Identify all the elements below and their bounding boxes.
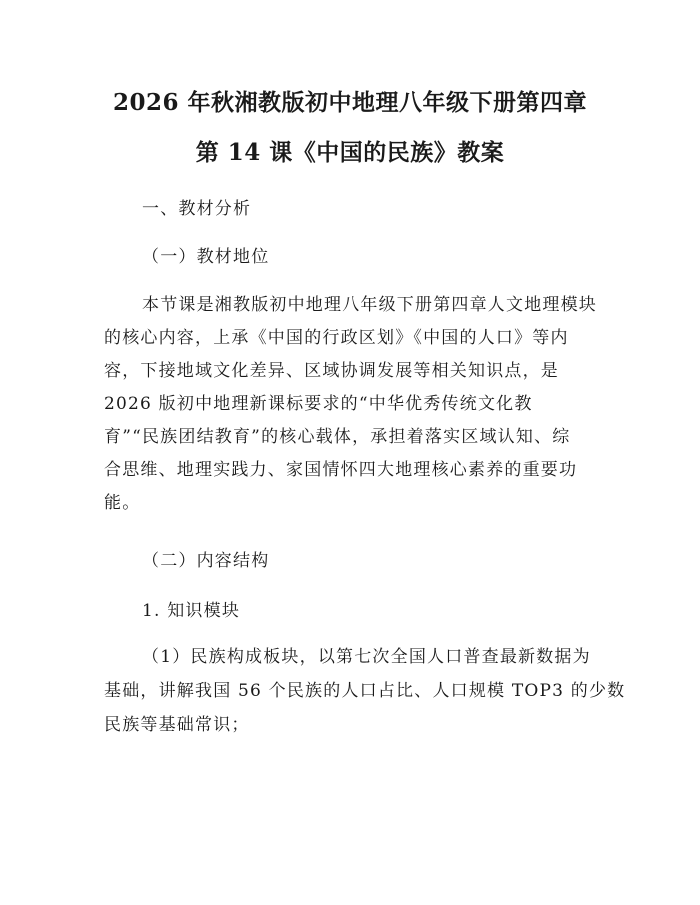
paragraph-line: 能。 <box>104 493 141 513</box>
section-heading-textbook-analysis: 一、教材分析 <box>142 199 252 219</box>
paragraph-line: 容，下接地域文化差异、区域协调发展等相关知识点，是 <box>104 361 559 381</box>
item-heading-knowledge-modules: 1. 知识模块 <box>142 601 241 621</box>
document-title-line-2: 第 14 课《中国的民族》教案 <box>195 139 505 166</box>
subsection-heading-content-structure: （二）内容结构 <box>142 551 270 571</box>
paragraph-line: 的核心内容，上承《中国的行政区划》《中国的人口》等内 <box>104 328 569 348</box>
paragraph-line: 合思维、地理实践力、家国情怀四大地理核心素养的重要功 <box>104 460 578 480</box>
paragraph-line: （1）民族构成板块，以第七次全国人口普查最新数据为 <box>142 647 591 667</box>
document-title-line-1: 2026 年秋湘教版初中地理八年级下册第四章 <box>112 89 588 116</box>
paragraph-line: 基础，讲解我国 56 个民族的人口占比、人口规模 TOP3 的少数 <box>104 681 626 701</box>
paragraph-line: 育”“民族团结教育”的核心载体，承担着落实区域认知、综 <box>104 427 571 447</box>
paragraph-line: 本节课是湘教版初中地理八年级下册第四章人文地理模块 <box>142 295 597 315</box>
subsection-heading-textbook-status: （一）教材地位 <box>142 247 270 267</box>
paragraph-line: 2026 版初中地理新课标要求的“中华优秀传统文化教 <box>104 394 533 414</box>
paragraph-line: 民族等基础常识； <box>104 715 250 735</box>
